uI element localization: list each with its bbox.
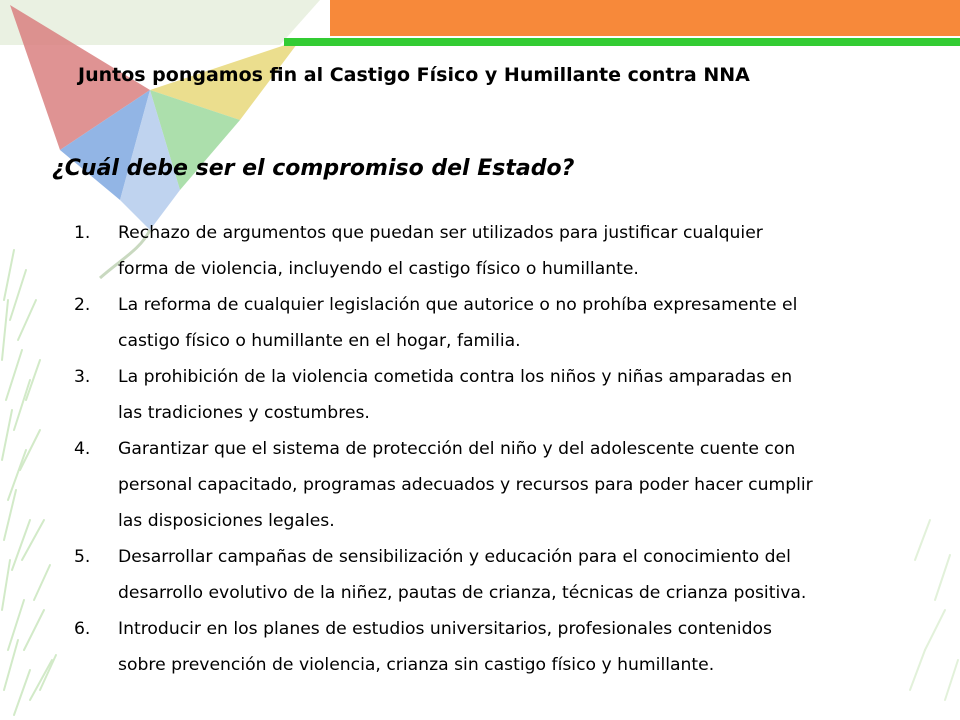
list-item — [74, 539, 934, 611]
list-item-text — [118, 611, 934, 683]
list-item — [74, 359, 934, 431]
list-item-line: sobre prevención de violencia, crianza sin castigo físico y humillante. — [118, 655, 715, 675]
list-item-text — [118, 359, 934, 431]
header-green-bar — [284, 38, 960, 46]
list-item-line: las disposiciones legales. — [118, 511, 335, 531]
list-item-line: desarrollo evolutivo de la niñez, pautas de crianza, técnicas de crianza positiva. — [118, 583, 807, 603]
list-item — [74, 431, 934, 539]
list-item-number: 3. — [74, 367, 91, 387]
list-item — [74, 215, 934, 287]
section-question: ¿Cuál debe ser el compromiso del Estado? — [52, 156, 575, 181]
list-item-line: La prohibición de la violencia cometida contra los niños y niñas amparadas en — [118, 367, 793, 387]
list-item-number: 5. — [74, 547, 91, 567]
list-item-text — [118, 539, 934, 611]
list-item-number: 6. — [74, 619, 91, 639]
list-item-line: personal capacitado, programas adecuados y recursos para poder hacer cumplir — [118, 475, 813, 495]
list-item-number: 1. — [74, 223, 91, 243]
list-item-line: Rechazo de argumentos que puedan ser utilizados para justificar cualquier — [118, 223, 763, 243]
list-item-line: La reforma de cualquier legislación que autorice o no prohíba expresamente el — [118, 295, 798, 315]
commitment-list — [74, 215, 934, 683]
list-item-number: 4. — [74, 439, 91, 459]
list-item-line: las tradiciones y costumbres. — [118, 403, 370, 423]
list-item-line: Garantizar que el sistema de protección del niño y del adolescente cuente con — [118, 439, 796, 459]
list-item-text — [118, 215, 934, 287]
list-item-line: castigo físico o humillante en el hogar, familia. — [118, 331, 521, 351]
list-item — [74, 611, 934, 683]
slide-title: Juntos pongamos fin al Castigo Físico y Humillante contra NNA — [78, 64, 750, 86]
list-item-line: Introducir en los planes de estudios universitarios, profesionales contenidos — [118, 619, 772, 639]
list-item-text — [118, 287, 934, 359]
list-item — [74, 287, 934, 359]
list-item-line: forma de violencia, incluyendo el castigo físico o humillante. — [118, 259, 639, 279]
list-item-text — [118, 431, 934, 539]
list-item-line: Desarrollar campañas de sensibilización y educación para el conocimiento del — [118, 547, 791, 567]
header-orange-bar — [330, 0, 960, 36]
list-item-number: 2. — [74, 295, 91, 315]
